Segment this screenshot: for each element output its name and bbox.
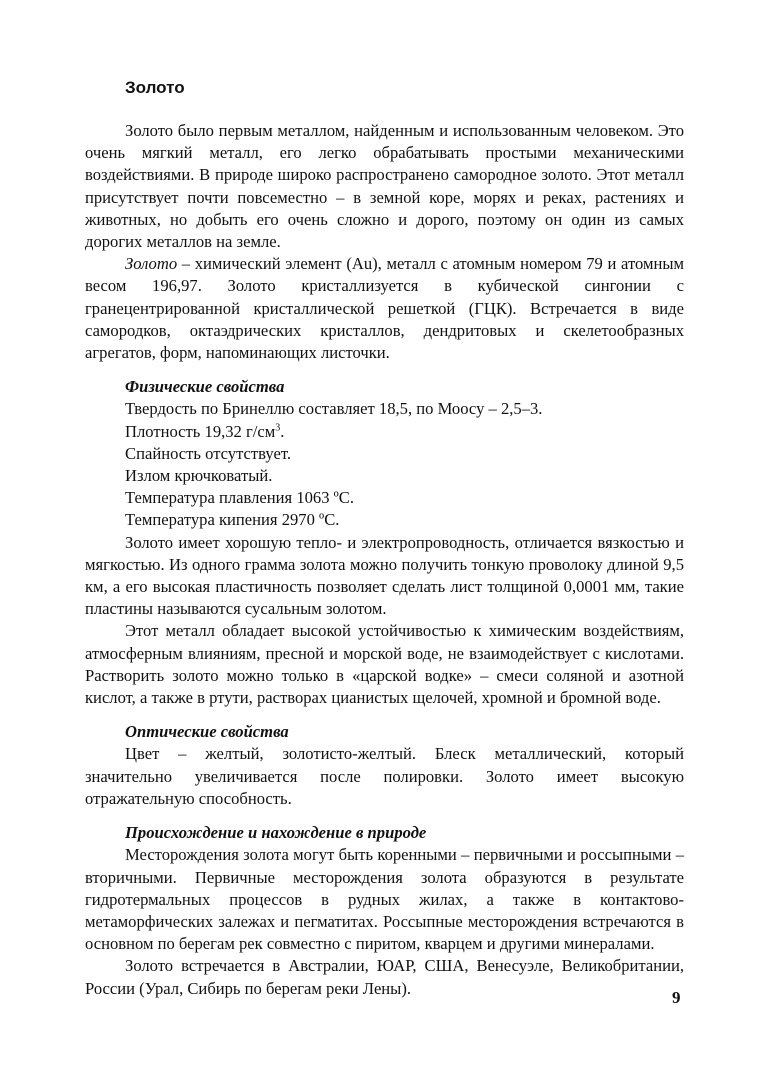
cleavage-line: Спайность отсутствует.	[125, 443, 292, 463]
resistance-paragraph: Этот металл обладает высокой устойчивостью к химическим воздействиям, атмосферным влияниям, пресной и морской воде, не взаимодействует с кислотами. Растворить золото можно только в «царской водке» – смеси соляной и азотной кислот, а также в ртути, растворах цианистых щелочей, хромной и бромной воде.	[85, 621, 684, 708]
density-end: .	[280, 421, 285, 441]
density-superscript: 3	[275, 422, 281, 434]
deposits-paragraph: Месторождения золота могут быть коренными – первичными и россыпными – вторичными. Первичные месторождения золота образуются в результате гидротермальных процессов в рудных жилах, а также в контактово-метаморфических залежах и пегматитах. Россыпные месторождения встречаются в основном по берегам рек совместно с пиритом, кварцем и другими минералами.	[85, 845, 684, 954]
density-text: Плотность 19,32 г/см	[125, 421, 276, 441]
locations-paragraph: Золото встречается в Австралии, ЮАР, США, Венесуэле, Великобритании, России (Урал, Сибирь по берегам реки Лены).	[85, 956, 684, 998]
page-number: 9	[672, 988, 681, 1007]
definition-paragraph	[85, 253, 684, 364]
intro-paragraph: Золото было первым металлом, найденным и использованным человеком. Это очень мягкий металл, его легко обрабатывать простыми механическими воздействиями. В природе широко распространено самородное золото. Этот металл присутствует почти повсеместно – в земной коре, морях и реках, растениях и животных, но добыть его очень сложно и дорого, поэтому он один из самых дорогих металлов на земле.	[85, 121, 684, 252]
physical-properties-heading: Физические свойства	[125, 377, 285, 397]
conductivity-paragraph: Золото имеет хорошую тепло- и электропроводность, отличается вязкостью и мягкостью. Из одного грамма золота можно получить тонкую проволоку длиной 9,5 км, а его высокая пластичность позволяет сделать лист толщиной 0,0001 мм, такие пластины называются сусальным золотом.	[85, 532, 684, 619]
document-body	[85, 120, 684, 1000]
page-title: Золото	[125, 78, 185, 97]
definition-term: Золото	[125, 254, 178, 274]
definition-text: – химический элемент (Au), металл с атомным номером 79 и атомным весом 196,97. Золото кристаллизуется в кубической сингонии с гранецентрированной кристаллической решеткой (ГЦК). Встречается в виде самородков, октаэдрических кристаллов, дендритовых и скелетообразных агрегатов, форм, напоминающих листочки.	[85, 254, 684, 363]
hardness-line: Твердость по Бринеллю составляет 18,5, по Моосу – 2,5–3.	[125, 399, 543, 419]
boiling-point-line: Температура кипения 2970 ºС.	[125, 510, 340, 530]
origin-heading: Происхождение и нахождение в природе	[125, 823, 427, 843]
density-line	[85, 421, 684, 443]
optical-paragraph: Цвет – желтый, золотисто-желтый. Блеск металлический, который значительно увеличивается после полировки. Золото имеет высокую отражательную способность.	[85, 744, 684, 808]
fracture-line: Излом крючковатый.	[125, 466, 273, 486]
optical-properties-heading: Оптические свойства	[125, 722, 289, 742]
melting-point-line: Температура плавления 1063 ºС.	[125, 488, 355, 508]
